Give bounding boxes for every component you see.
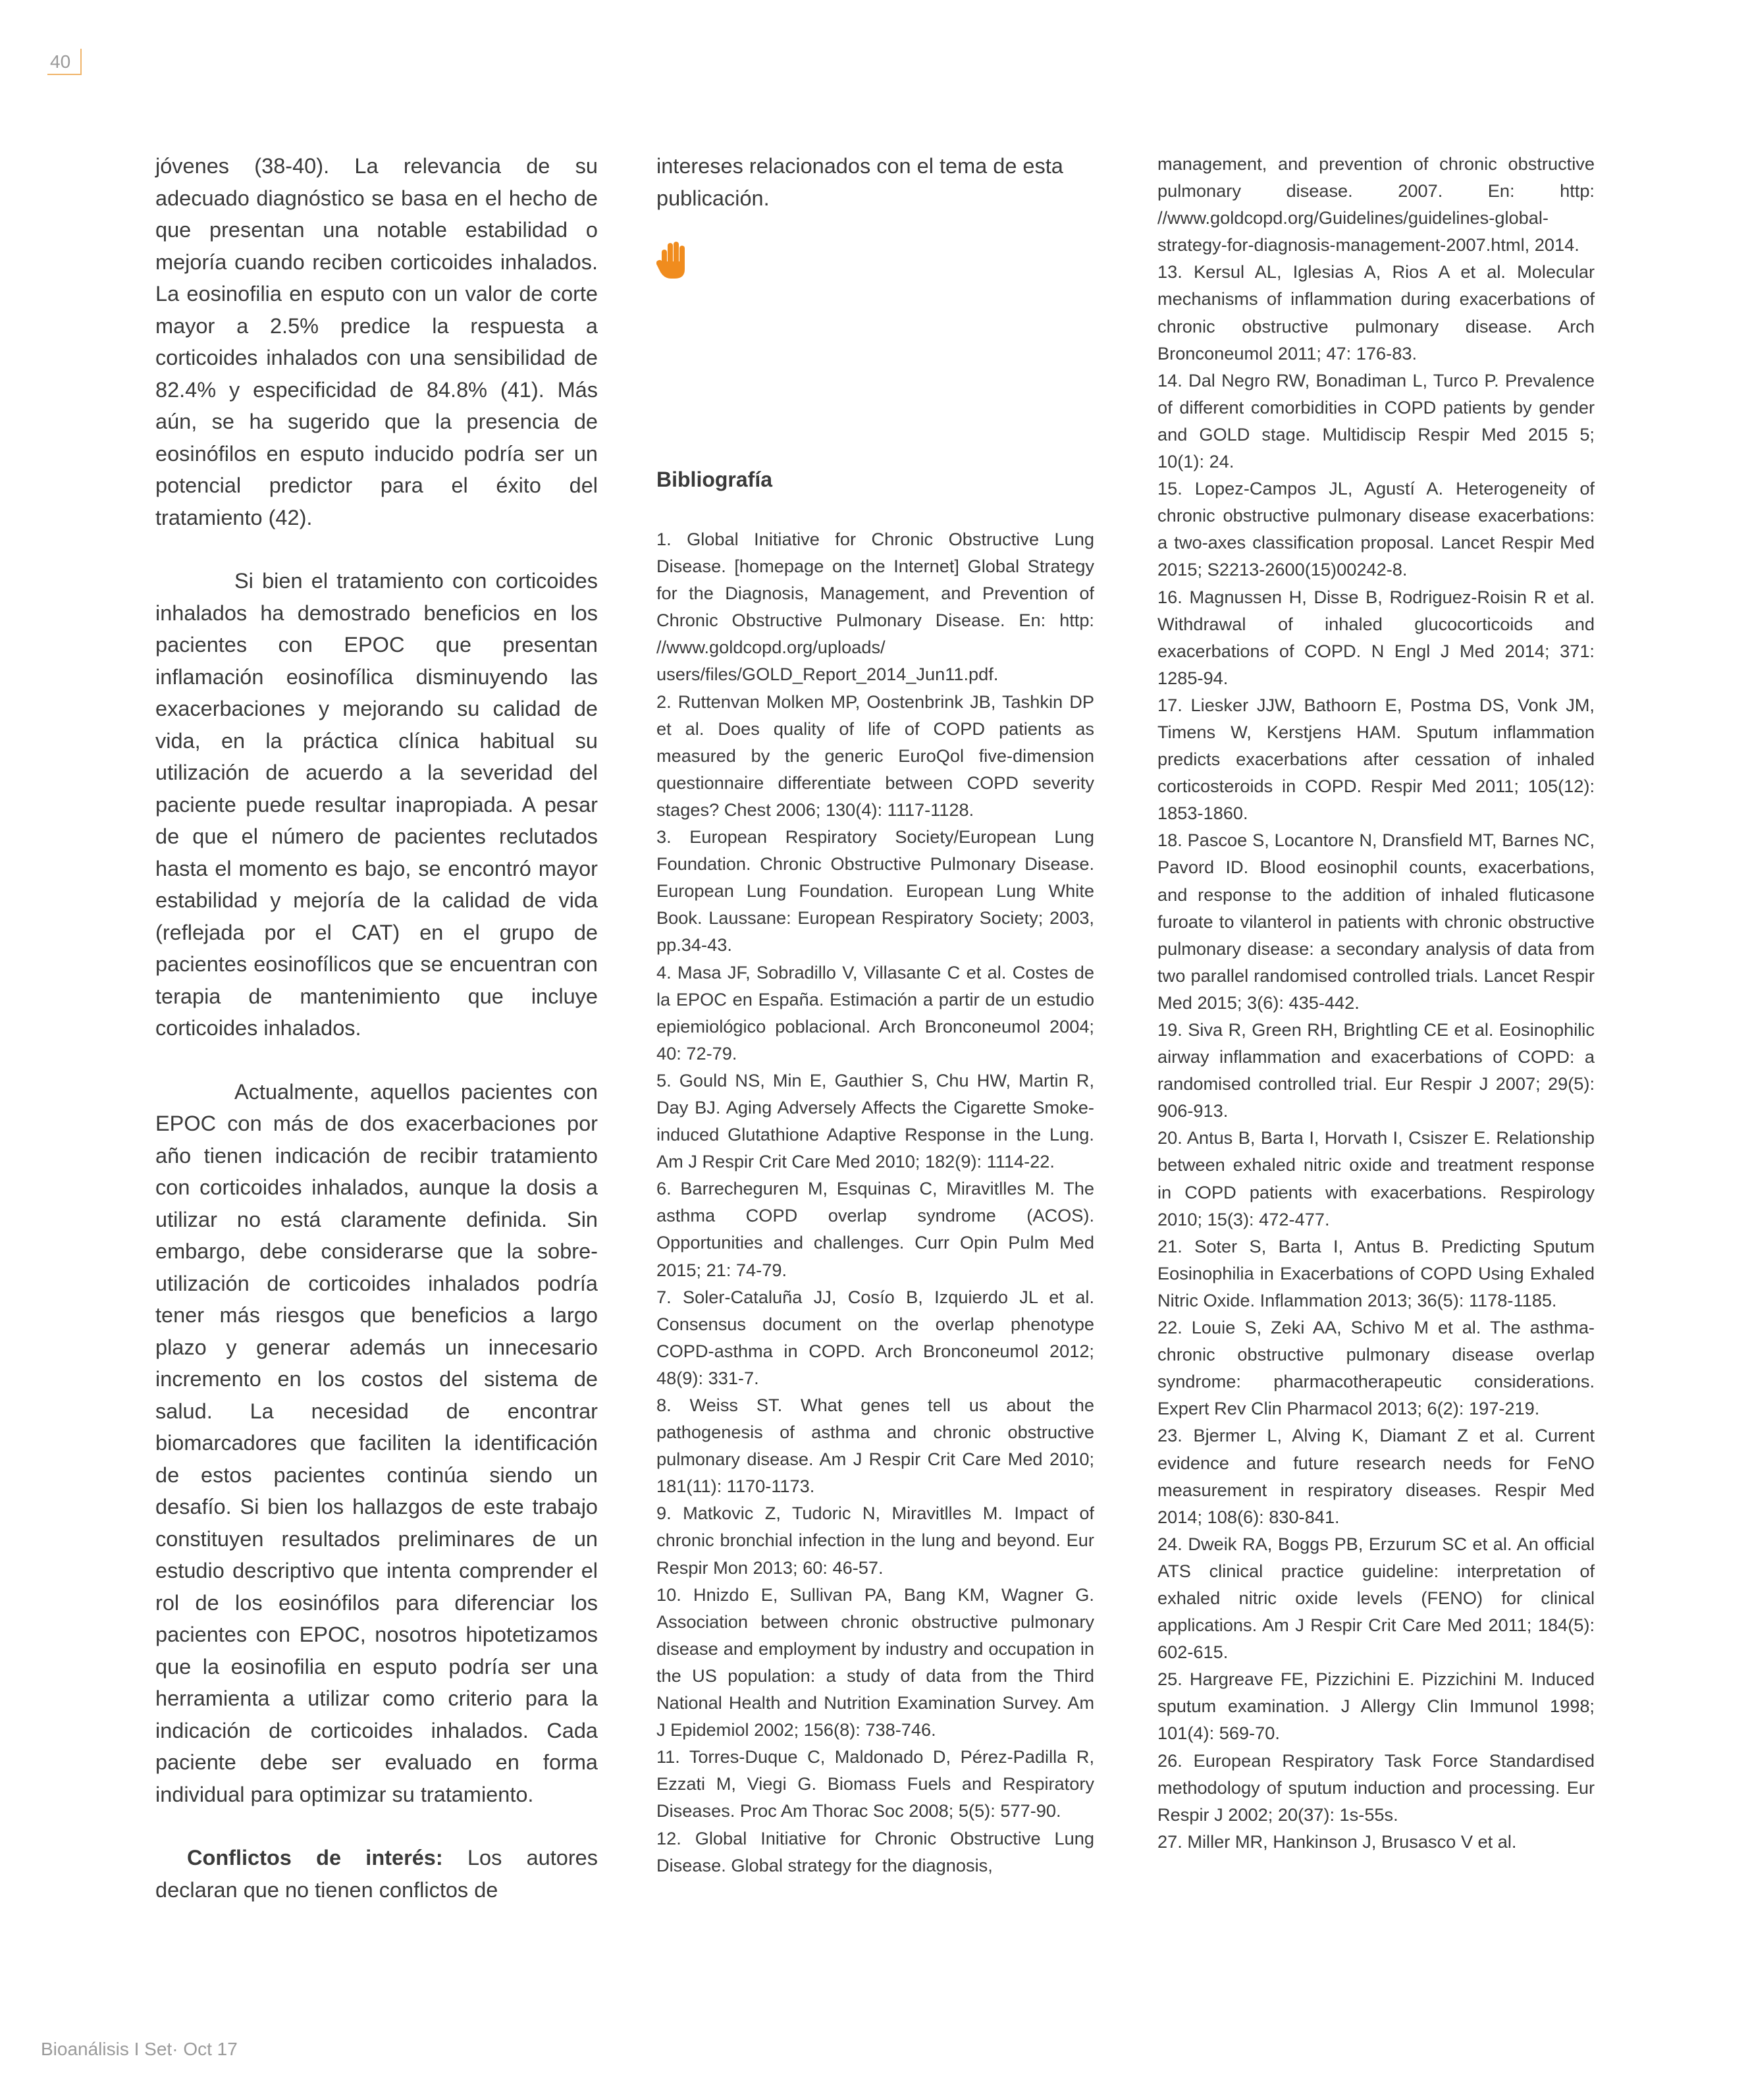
- reference-item: 13. Kersul AL, Iglesias A, Rios A et al. Molecular mechanisms of inflammation during exacerbations of chronic obstructive pulmonary disease. Arch Bronconeumol 2011; 47: 176-83.: [1157, 261, 1595, 363]
- reference-item: 10. Hnizdo E, Sullivan PA, Bang KM, Wagner G. Association between chronic obstructive pulmonary disease and employment by industry and occupation in the US population: a study of data from the Third National Health and Nutrition Examination Survey. Am J Epidemiol 2002; 156(8): 738-746.: [656, 1584, 1094, 1740]
- bibliography-column-2: [1157, 150, 1595, 1855]
- reference-item: 19. Siva R, Green RH, Brightling CE et al. Eosinophilic airway inflammation and exacerbations of COPD: a randomised controlled trial. Eur Respir J 2007; 29(5): 906-913.: [1157, 1019, 1595, 1121]
- reference-item: 5. Gould NS, Min E, Gauthier S, Chu HW, Martin R, Day BJ. Aging Adversely Affects the Cigarette Smoke-induced Glutathione Adaptive Response in the Lung. Am J Respir Crit Care Med 2010; 182(9): 1114-22.: [656, 1069, 1094, 1172]
- reference-item: 20. Antus B, Barta I, Horvath I, Csiszer E. Relationship between exhaled nitric oxide and treatment response in COPD patients with exacerbations. Respirology 2010; 15(3): 472-477.: [1157, 1127, 1595, 1229]
- conflicts-text: Los autores declaran que no tienen conflictos de: [155, 1846, 598, 1902]
- main-text-column: [155, 150, 598, 1906]
- conflicts-continuation: intereses relacionados con el tema de esta publicación.: [656, 154, 1063, 210]
- reference-item: 11. Torres-Duque C, Maldonado D, Pérez-Padilla R, Ezzati M, Viegi G. Biomass Fuels and Respiratory Diseases. Proc Am Thorac Soc 2008; 5(5): 577-90.: [656, 1746, 1094, 1821]
- reference-item: 4. Masa JF, Sobradillo V, Villasante C et al. Costes de la EPOC en España. Estimación a partir de un estudio epiemiológico poblacional. Arch Bronconeumol 2004; 40: 72-79.: [656, 961, 1094, 1063]
- reference-item: 3. European Respiratory Society/European Lung Foundation. Chronic Obstructive Pulmonary Disease. European Lung Foundation. European Lung White Book. Laussane: European Respiratory Society; 2003, pp.34-43.: [656, 826, 1094, 956]
- page-number: 40: [47, 49, 82, 75]
- body-paragraph-2: Si bien el tratamiento con corticoides inhalados ha demostrado beneficios en los pacientes con EPOC que presentan inflamación eosinofílica disminuyendo las exacerbaciones y mejorando su calidad de vida, en la práctica clínica habitual su utilización de acuerdo a la severidad del paciente puede resultar inapropiada. A pesar de que el número de pacientes reclutados hasta el momento es bajo, se encontró mayor estabilidad y mejoría de la calidad de vida (reflejada por el CAT) en el grupo de pacientes eosinofílicos que se encuentran con terapia de mantenimiento que incluye corticoides inhalados.: [155, 569, 598, 1040]
- reference-item: 17. Liesker JJW, Bathoorn E, Postma DS, Vonk JM, Timens W, Kerstjens HAM. Sputum inflammation predicts exacerbations after cessation of inhaled corticosteroids in COPD. Respir Med 2011; 105(12): 1853-1860.: [1157, 694, 1595, 824]
- body-paragraph-1: jóvenes (38-40). La relevancia de su adecuado diagnóstico se basa en el hecho de que presentan una notable estabilidad o mejoría cuando reciben corticoides inhalados. La eosinofilia en esputo con un valor de corte mayor a 2.5% predice la respuesta a corticoides inhalados con una sensibilidad de 82.4% y especificidad de 84.8% (41). Más aún, se ha sugerido que la presencia de eosinófilos en esputo inducido podría ser un potencial predictor para el éxito del tratamiento (42).: [155, 154, 598, 529]
- reference-item: 22. Louie S, Zeki AA, Schivo M et al. The asthma-chronic obstructive pulmonary disease overlap syndrome: pharmacotherapeutic considerations. Expert Rev Clin Pharmacol 2013; 6(2): 197-219.: [1157, 1317, 1595, 1419]
- reference-list-2: [1157, 150, 1595, 1855]
- reference-item: 24. Dweik RA, Boggs PB, Erzurum SC et al. An official ATS clinical practice guideline: interpretation of exhaled nitric oxide levels (FENO) for clinical applications. Am J Respir Crit Care Med 2011; 184(5): 602-615.: [1157, 1533, 1595, 1663]
- reference-item: 26. European Respiratory Task Force Standardised methodology of sputum induction and processing. Eur Respir J 2002; 20(37): 1s-55s.: [1157, 1750, 1595, 1825]
- reference-item: 2. Ruttenvan Molken MP, Oostenbrink JB, Tashkin DP et al. Does quality of life of COPD patients as measured by the generic EuroQol five-dimension questionnaire differentiate between COPD severity stages? Chest 2006; 130(4): 1117-1128.: [656, 691, 1094, 820]
- reference-item: 21. Soter S, Barta I, Antus B. Predicting Sputum Eosinophilia in Exacerbations of COPD Using Exhaled Nitric Oxide. Inflammation 2013; 36(5): 1178-1185.: [1157, 1235, 1595, 1310]
- reference-item: 25. Hargreave FE, Pizzichini E. Pizzichini M. Induced sputum examination. J Allergy Clin Immunol 1998; 101(4): 569-70.: [1157, 1669, 1595, 1744]
- conflicts-paragraph: [155, 1842, 598, 1906]
- conflicts-label: Conflictos de interés:: [187, 1846, 443, 1870]
- reference-item: 16. Magnussen H, Disse B, Rodriguez-Roisin R et al. Withdrawal of inhaled glucocorticoids and exacerbations of COPD. N Engl J Med 2014; 371: 1285-94.: [1157, 586, 1595, 688]
- reference-item: 14. Dal Negro RW, Bonadiman L, Turco P. Prevalence of different comorbidities in COPD patients by gender and GOLD stage. Multidiscip Respir Med 2015 5; 10(1): 24.: [1157, 369, 1595, 472]
- reference-item: 6. Barrecheguren M, Esquinas C, Miravitlles M. The asthma COPD overlap syndrome (ACOS). Opportunities and challenges. Curr Opin Pulm Med 2015; 21: 74-79.: [656, 1178, 1094, 1280]
- hand-stop-icon: [656, 240, 691, 280]
- page-footer: Bioanálisis I Set· Oct 17: [41, 2039, 238, 2059]
- reference-item: 18. Pascoe S, Locantore N, Dransfield MT, Barnes NC, Pavord ID. Blood eosinophil counts, exacerbations, and response to the addition of inhaled fluticasone furoate to vilanterol in patients with chronic obstructive pulmonary disease: a secondary analysis of data from two parallel randomised controlled trials. Lancet Respir Med 2015; 3(6): 435-442.: [1157, 830, 1595, 1013]
- reference-item: 23. Bjermer L, Alving K, Diamant Z et al. Current evidence and future research needs for FeNO measurement in respiratory diseases. Respir Med 2014; 108(6): 830-841.: [1157, 1425, 1595, 1527]
- reference-item: 7. Soler-Cataluña JJ, Cosío B, Izquierdo JL et al. Consensus document on the overlap phenotype COPD-asthma in COPD. Arch Bronconeumol 2012; 48(9): 331-7.: [656, 1286, 1094, 1388]
- reference-list-1: [656, 525, 1094, 1879]
- reference-item: 15. Lopez-Campos JL, Agustí A. Heterogeneity of chronic obstructive pulmonary disease exacerbations: a two-axes classification proposal. Lancet Respir Med 2015; S2213-2600(15)00242-8.: [1157, 478, 1595, 580]
- reference-item: 12. Global Initiative for Chronic Obstructive Lung Disease. Global strategy for the diagnosis,: [656, 1827, 1094, 1875]
- bibliography-title: Bibliografía: [656, 468, 773, 491]
- reference-item: management, and prevention of chronic obstructive pulmonary disease. 2007. En: http: //www.goldcopd.org/Guidelines/guidelines-global-strategy-for-diagnosis-management-2007.html, 2014.: [1157, 153, 1595, 256]
- reference-item: 27. Miller MR, Hankinson J, Brusasco V et al.: [1157, 1831, 1517, 1852]
- reference-item: 9. Matkovic Z, Tudoric N, Miravitlles M. Impact of chronic bronchial infection in the lung and beyond. Eur Respir Mon 2013; 60: 46-57.: [656, 1503, 1094, 1578]
- reference-item: 8. Weiss ST. What genes tell us about the pathogenesis of asthma and chronic obstructive pulmonary disease. Am J Respir Crit Care Med 2010; 181(11): 1170-1173.: [656, 1395, 1094, 1497]
- reference-item: 1. Global Initiative for Chronic Obstructive Lung Disease. [homepage on the Internet] Global Strategy for the Diagnosis, Management, and Prevention of Chronic Obstructive Pulmonary Disease. En: http: //www.goldcopd.org/uploads/ users/files/GOLD_Report_2014_Jun11.pdf.: [656, 529, 1094, 685]
- bibliography-column-1: [656, 150, 1094, 1875]
- body-paragraph-3: Actualmente, aquellos pacientes con EPOC con más de dos exacerbaciones por año tienen indicación de recibir tratamiento con corticoides inhalados, aunque la dosis a utilizar no está claramente definida. Sin embargo, debe considerarse que la sobre-utilización de corticoides inhalados podría tener más riesgos que beneficios a largo plazo y generar además un innecesario incremento en los costos del sistema de salud. La necesidad de encontrar biomarcadores que faciliten la identificación de estos pacientes continúa siendo un desafío. Si bien los hallazgos de este trabajo constituyen resultados preliminares de un estudio descriptivo que intenta comprender el rol de los eosinófilos para diferenciar los pacientes con EPOC, nosotros hipotetizamos que la eosinofilia en esputo podría ser una herramienta a utilizar como criterio para la indicación de corticoides inhalados. Cada paciente debe ser evaluado en forma individual para optimizar su tratamiento.: [155, 1079, 598, 1806]
